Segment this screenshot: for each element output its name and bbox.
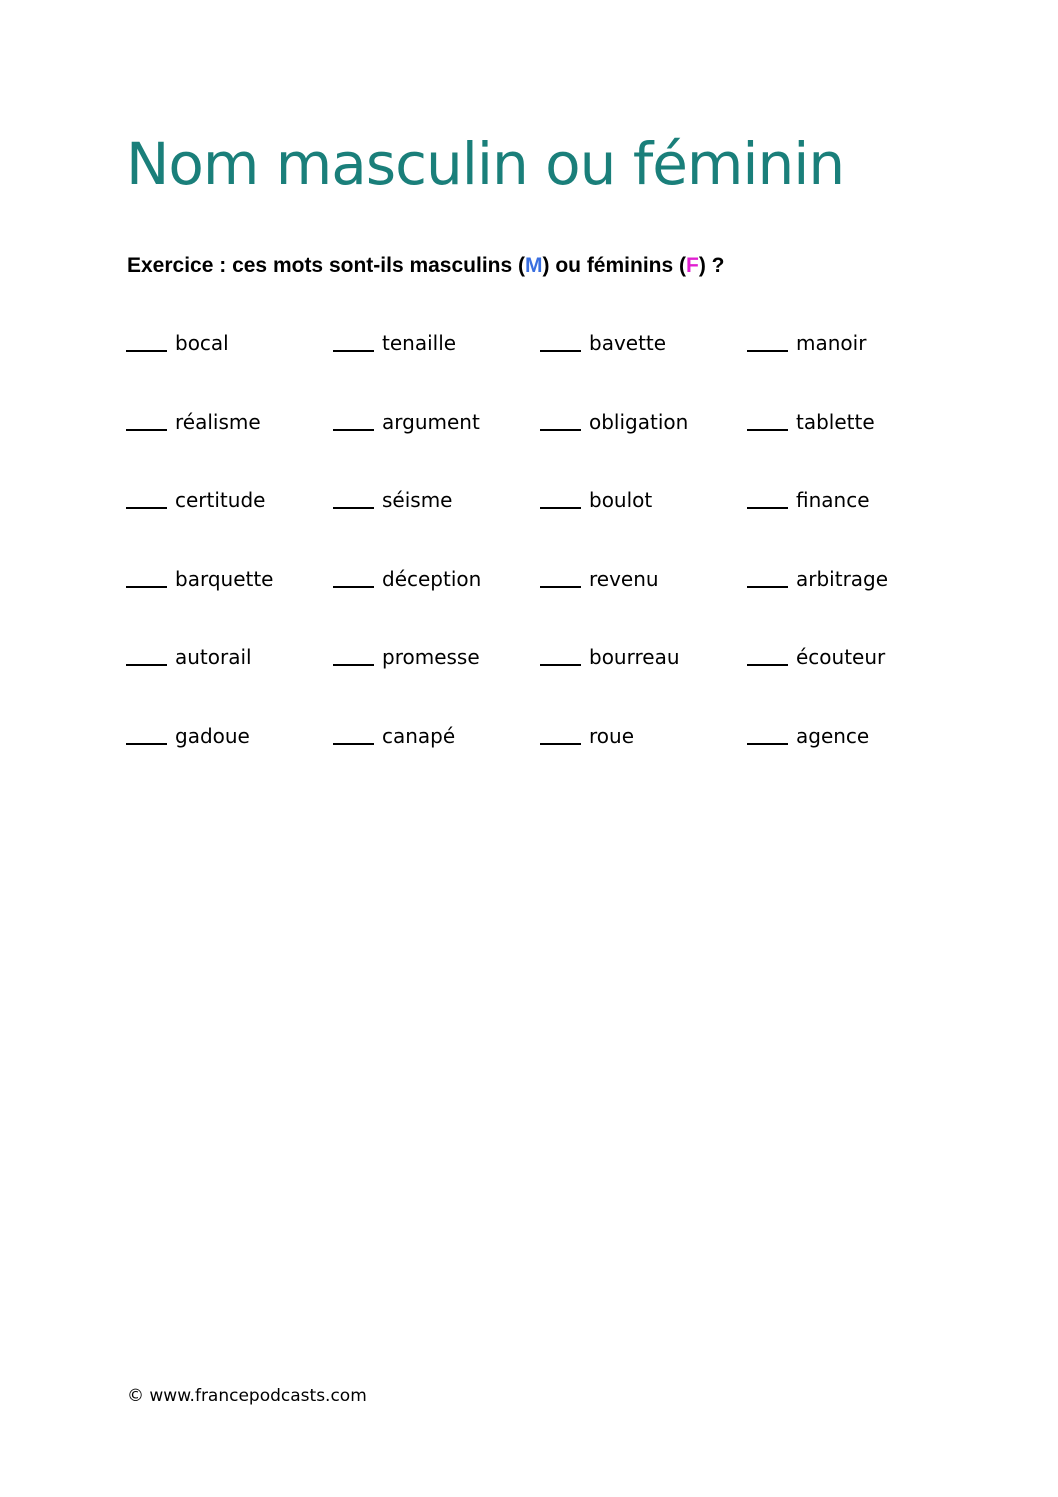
answer-blank[interactable] <box>540 487 581 509</box>
word-item <box>333 407 540 486</box>
answer-blank[interactable] <box>540 723 581 745</box>
word-item <box>747 485 954 564</box>
word-row <box>126 485 986 564</box>
word-item <box>126 564 333 643</box>
word-item <box>333 642 540 721</box>
word-item <box>126 642 333 721</box>
word-label: revenu <box>589 566 659 591</box>
word-item <box>333 564 540 643</box>
answer-blank[interactable] <box>540 644 581 666</box>
answer-blank[interactable] <box>333 487 374 509</box>
word-label: réalisme <box>175 409 261 434</box>
word-row <box>126 721 986 800</box>
word-label: tablette <box>796 409 875 434</box>
answer-blank[interactable] <box>747 487 788 509</box>
word-label: manoir <box>796 331 867 355</box>
exercise-instruction <box>127 253 724 279</box>
answer-blank[interactable] <box>333 409 374 431</box>
word-item <box>540 328 747 407</box>
word-item <box>126 328 333 407</box>
word-item <box>747 721 954 800</box>
instruction-middle: ) ou féminins ( <box>542 254 686 277</box>
answer-blank[interactable] <box>747 723 788 745</box>
word-label: autorail <box>175 645 252 669</box>
answer-blank[interactable] <box>126 723 167 745</box>
word-item <box>747 407 954 486</box>
answer-blank[interactable] <box>333 566 374 588</box>
word-item <box>540 564 747 643</box>
word-label: écouteur <box>796 645 886 669</box>
word-item <box>747 642 954 721</box>
answer-blank[interactable] <box>747 566 788 588</box>
word-label: séisme <box>382 488 453 512</box>
answer-blank[interactable] <box>540 330 581 352</box>
answer-blank[interactable] <box>126 644 167 666</box>
word-grid <box>126 328 986 799</box>
answer-blank[interactable] <box>333 644 374 666</box>
word-label: tenaille <box>382 331 457 355</box>
word-item <box>126 721 333 800</box>
answer-blank[interactable] <box>333 330 374 352</box>
answer-blank[interactable] <box>747 409 788 431</box>
answer-blank[interactable] <box>747 330 788 352</box>
word-item <box>126 407 333 486</box>
word-item <box>540 642 747 721</box>
answer-blank[interactable] <box>540 409 581 431</box>
word-row <box>126 564 986 643</box>
word-label: certitude <box>175 488 266 512</box>
word-label: déception <box>382 566 482 591</box>
word-label: boulot <box>589 488 653 512</box>
word-label: bavette <box>589 331 667 355</box>
answer-blank[interactable] <box>126 566 167 588</box>
masculine-letter: M <box>525 254 543 277</box>
word-row <box>126 642 986 721</box>
word-item <box>333 328 540 407</box>
word-item <box>333 721 540 800</box>
feminine-letter: F <box>686 254 699 277</box>
answer-blank[interactable] <box>333 723 374 745</box>
word-item <box>126 485 333 564</box>
answer-blank[interactable] <box>126 409 167 431</box>
page-title: Nom masculin ou féminin <box>126 130 845 198</box>
word-label: bourreau <box>589 645 680 669</box>
word-label: gadoue <box>175 723 250 748</box>
word-label: bocal <box>175 331 229 355</box>
word-item <box>747 564 954 643</box>
answer-blank[interactable] <box>540 566 581 588</box>
word-label: finance <box>796 488 870 512</box>
word-item <box>540 721 747 800</box>
answer-blank[interactable] <box>747 644 788 666</box>
instruction-suffix: ) ? <box>698 254 725 277</box>
word-label: promesse <box>382 645 480 669</box>
word-label: obligation <box>589 409 689 434</box>
word-label: roue <box>589 723 634 748</box>
word-item <box>540 485 747 564</box>
word-label: barquette <box>175 566 274 591</box>
word-label: argument <box>382 409 480 434</box>
copyright-footer: © www.francepodcasts.com <box>127 1386 367 1406</box>
word-row <box>126 328 986 407</box>
word-label: canapé <box>382 723 456 748</box>
word-item <box>540 407 747 486</box>
instruction-prefix: Exercice : ces mots sont-ils masculins ( <box>127 254 525 277</box>
word-item <box>333 485 540 564</box>
word-row <box>126 407 986 486</box>
answer-blank[interactable] <box>126 487 167 509</box>
word-label: agence <box>796 723 870 748</box>
word-label: arbitrage <box>796 566 889 591</box>
answer-blank[interactable] <box>126 330 167 352</box>
word-item <box>747 328 954 407</box>
